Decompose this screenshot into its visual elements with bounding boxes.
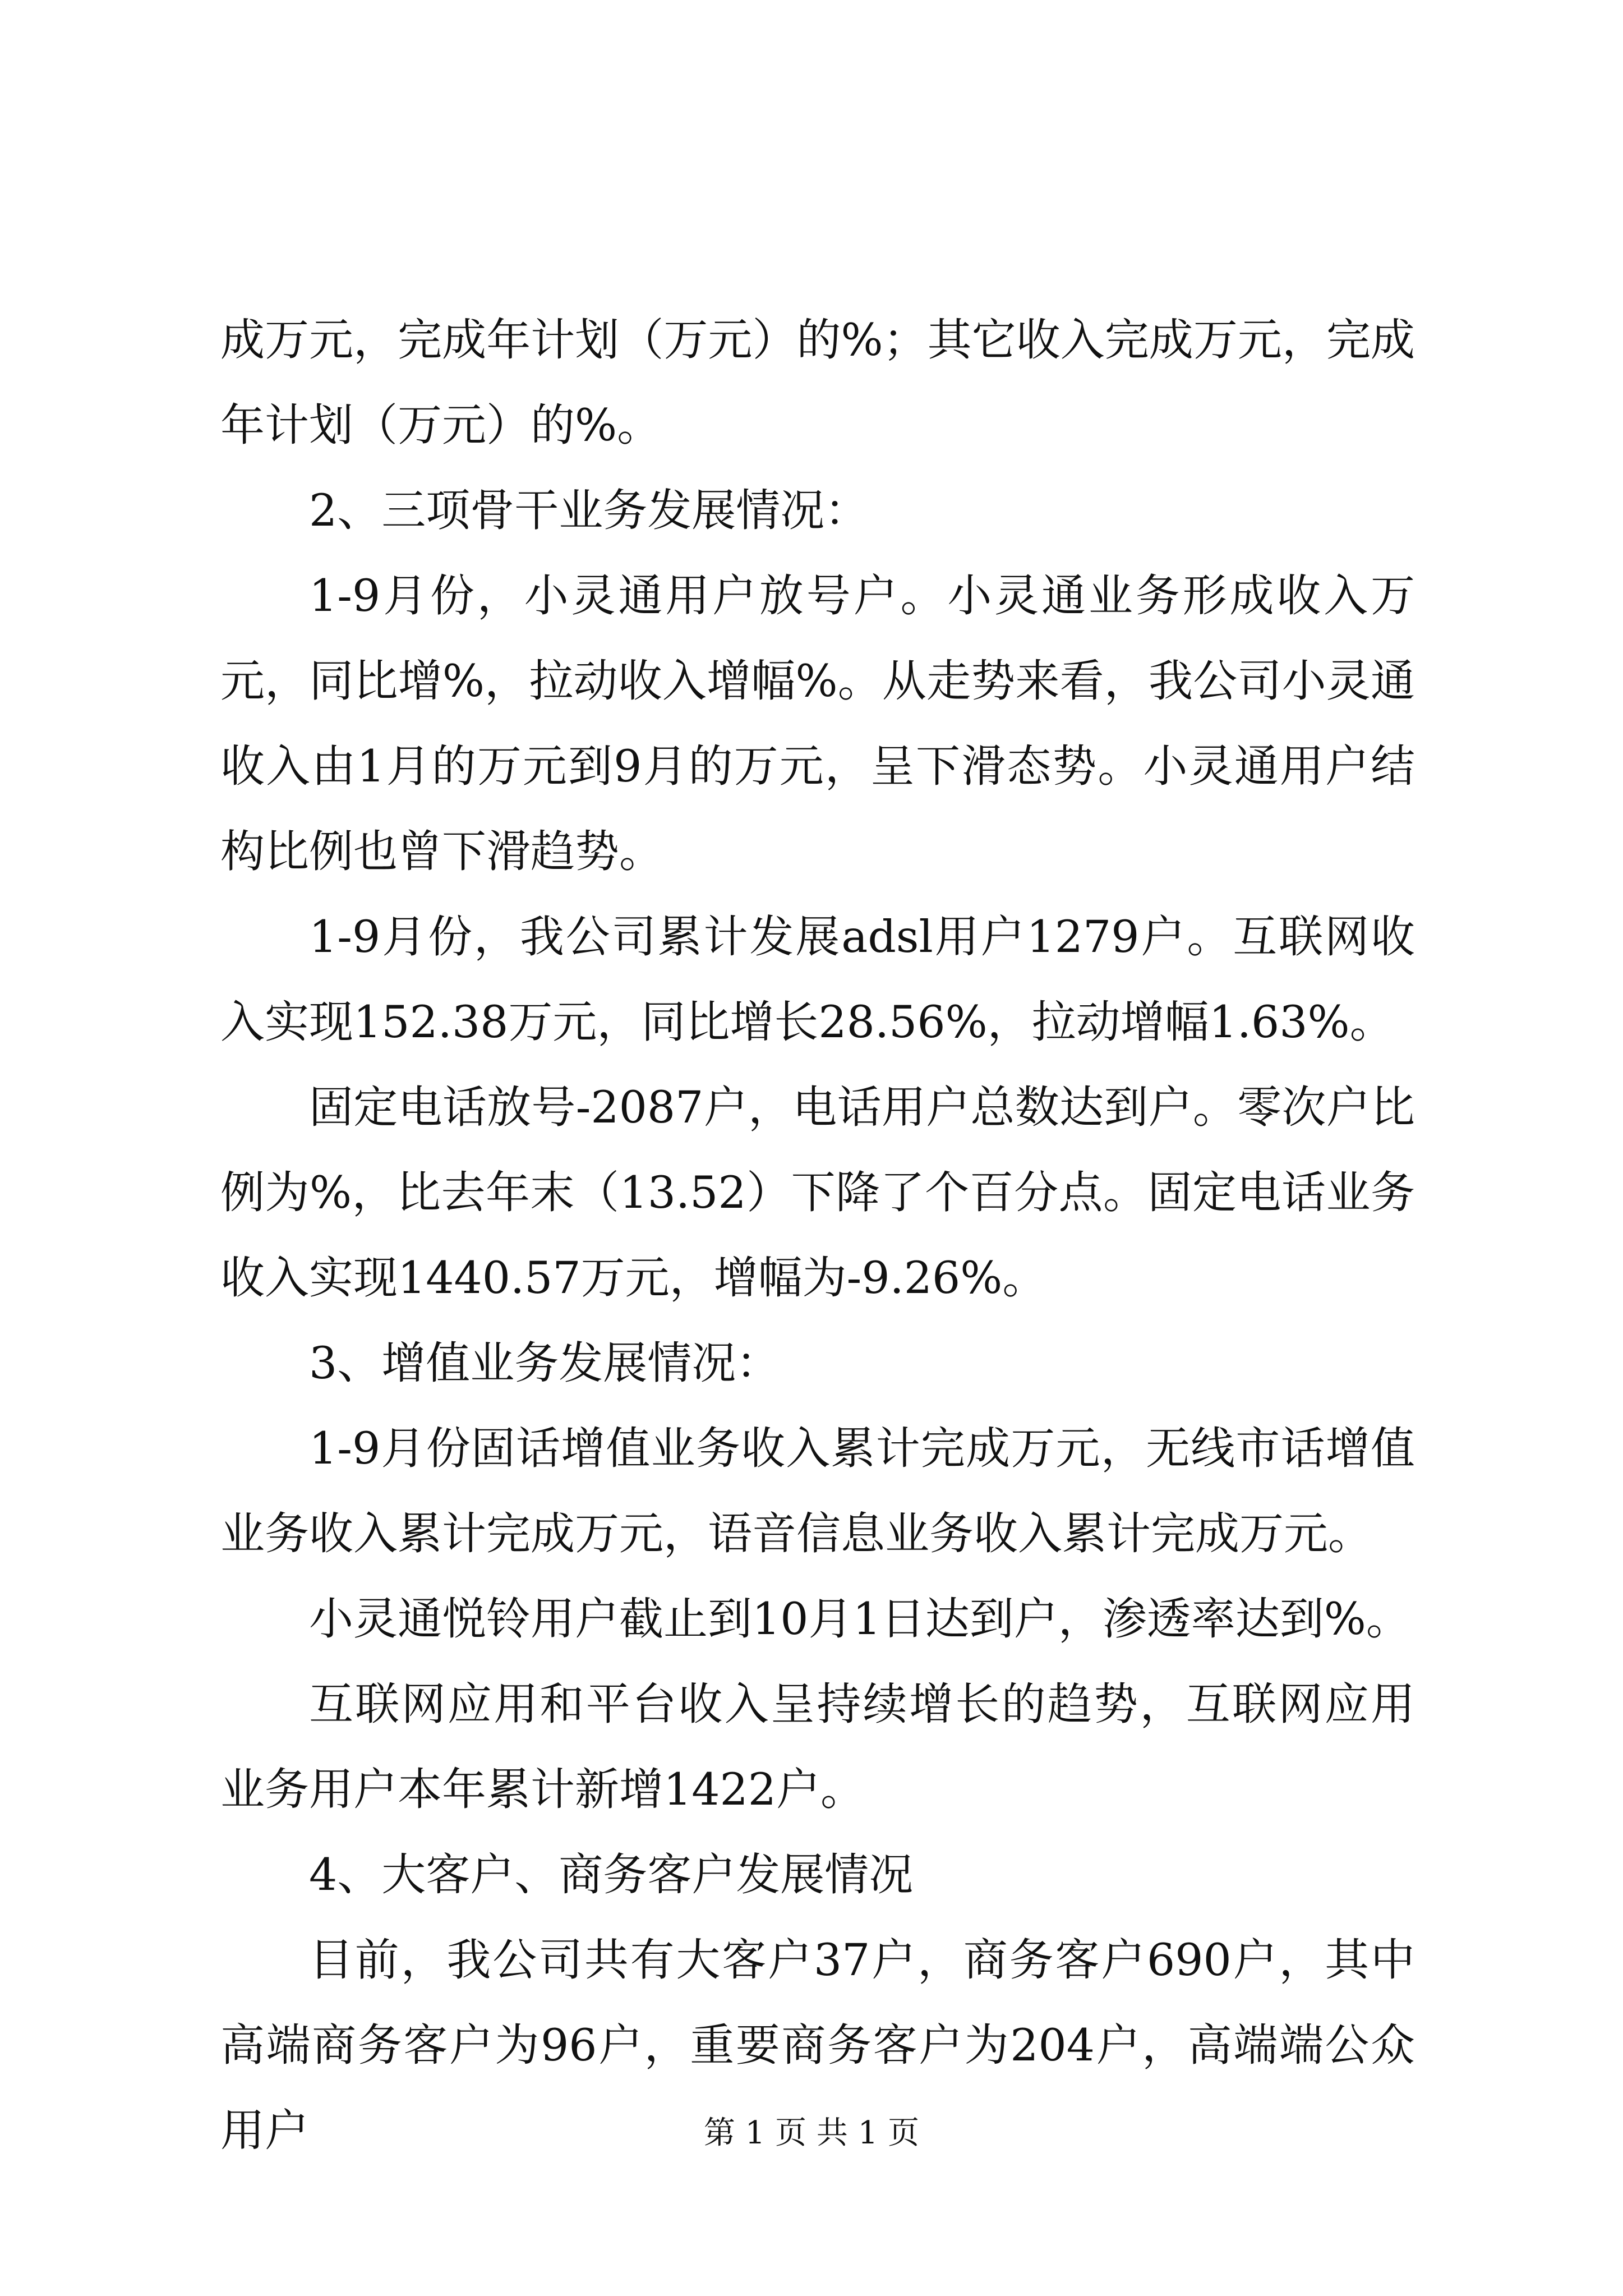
paragraph-internet-apps: 互联网应用和平台收入呈持续增长的趋势，互联网应用业务用户本年累计新增1422户。: [220, 1678, 1415, 1815]
document-body: [220, 297, 1415, 2173]
page-footer: 第 1 页 共 1 页: [703, 2115, 920, 2151]
section-heading-core-business: 2、三项骨干业务发展情况：: [309, 485, 869, 536]
paragraph-key-accounts: 目前，我公司共有大客户37户，商务客户690户，其中高端商务客户为96户，重要商务客户为204户，高端端公众用户: [220, 1934, 1415, 2156]
paragraph-adsl-users: 1-9月份，我公司累计发展adsl用户1279户。互联网收入实现152.38万元，同比增长28.56%，拉动增幅1.63%。: [220, 911, 1415, 1048]
paragraph-phs-users: 1-9月份，小灵通用户放号户。小灵通业务形成收入万元，同比增%，拉动收入增幅%。从走势来看，我公司小灵通收入由1月的万元到9月的万元，呈下滑态势。小灵通用户结构比例也曾下滑趋势。: [220, 570, 1415, 877]
paragraph-continuation: 成万元，完成年计划（万元）的%；其它收入完成万元，完成年计划（万元）的%。: [220, 314, 1415, 451]
paragraph-ringtone-users: 小灵通悦铃用户截止到10月1日达到户，渗透率达到%。: [309, 1593, 1410, 1645]
section-heading-value-added: 3、增值业务发展情况：: [309, 1337, 781, 1389]
paragraph-fixed-phone: 固定电话放号-2087户，电话用户总数达到户。零次户比例为%，比去年末（13.52）下降了个百分点。固定电话业务收入实现1440.57万元，增幅为-9.26%。: [220, 1082, 1415, 1304]
section-heading-key-accounts: 4、大客户、商务客户发展情况: [309, 1849, 914, 1901]
paragraph-value-added-revenue: 1-9月份固话增值业务收入累计完成万元，无线市话增值业务收入累计完成万元，语音信息业务收入累计完成万元。: [220, 1423, 1415, 1559]
